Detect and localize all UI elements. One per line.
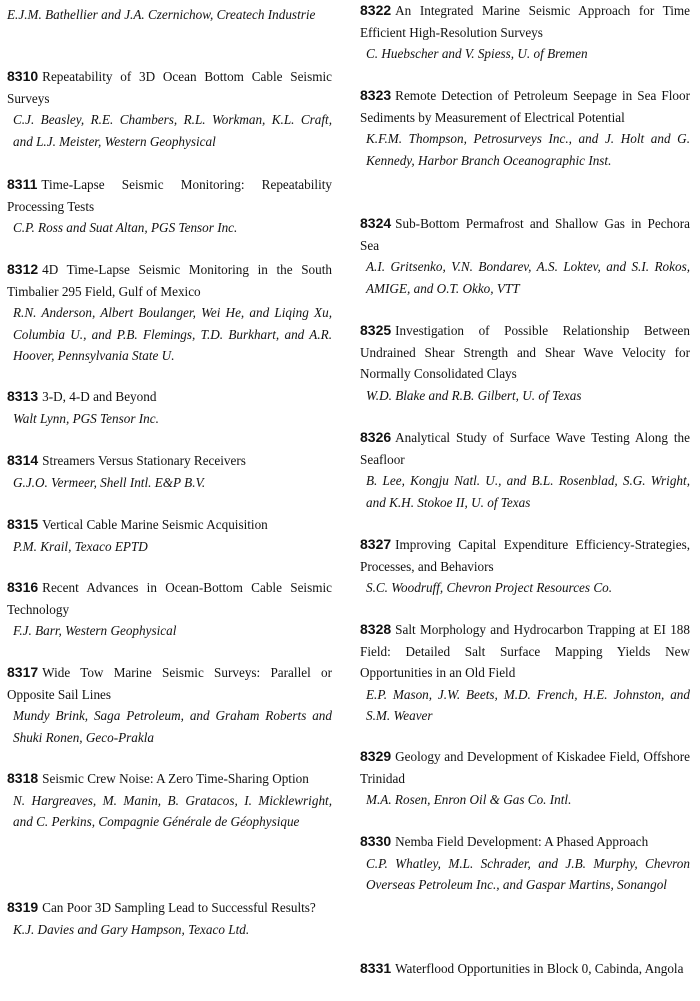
paper-title-line xyxy=(360,619,690,684)
paper-authors: A.I. Gritsenko, V.N. Bondarev, A.S. Loktev, and S.I. Rokos, AMIGE, and O.T. Okko, VTT xyxy=(366,259,690,296)
paper-authors: N. Hargreaves, M. Manin, B. Gratacos, I. Micklewright, and C. Perkins, Compagnie Générale de Géophysique xyxy=(13,792,332,829)
paper-number: 8317 xyxy=(7,664,39,680)
paper-entry xyxy=(360,85,690,171)
paper-title: Streamers Versus Stationary Receivers xyxy=(42,453,246,468)
paper-number: 8318 xyxy=(7,770,39,786)
paper-title-line xyxy=(360,958,690,980)
paper-title-line xyxy=(360,320,690,385)
paper-title: 4D Time-Lapse Seismic Monitoring in the South Timbalier 295 Field, Gulf of Mexico xyxy=(7,262,332,299)
paper-number: 8327 xyxy=(360,536,392,552)
paper-authors: C.P. Ross and Suat Altan, PGS Tensor Inc. xyxy=(13,220,238,235)
paper-authors: E.J.M. Bathellier and J.A. Czernichow, Createch Industrie xyxy=(7,7,316,22)
paper-title-line xyxy=(360,831,690,853)
paper-title: Waterflood Opportunities in Block 0, Cabinda, Angola xyxy=(395,961,684,976)
paper-authors: B. Lee, Kongju Natl. U., and B.L. Rosenblad, S.G. Wright, and K.H. Stokoe II, U. of Texas xyxy=(366,473,690,510)
paper-entry xyxy=(7,386,332,429)
paper-title: An Integrated Marine Seismic Approach for Time Efficient High-Resolution Surveys xyxy=(360,3,690,40)
paper-title: Seismic Crew Noise: A Zero Time-Sharing Option xyxy=(42,771,309,786)
paper-authors: E.P. Mason, J.W. Beets, M.D. French, H.E. Johnston, and S.M. Weaver xyxy=(366,686,690,723)
paper-number: 8314 xyxy=(7,452,39,468)
paper-entry xyxy=(7,66,332,152)
paper-title-line xyxy=(360,85,690,128)
paper-title: Recent Advances in Ocean-Bottom Cable Seismic Technology xyxy=(7,580,332,617)
paper-title: Salt Morphology and Hydrocarbon Trapping at EI 188 Field: Detailed Salt Surface Mapping Yields New Opportunities in an Old Field xyxy=(360,622,690,680)
paper-title: Nemba Field Development: A Phased Approach xyxy=(395,834,649,849)
paper-entry xyxy=(360,427,690,513)
paper-authors: C. Huebscher and V. Spiess, U. of Bremen xyxy=(366,46,588,61)
paper-number: 8316 xyxy=(7,579,39,595)
paper-title-line xyxy=(360,427,690,470)
paper-title: Repeatability of 3D Ocean Bottom Cable Seismic Surveys xyxy=(7,69,332,106)
paper-entry xyxy=(360,534,690,599)
paper-title-line xyxy=(7,514,332,536)
paper-title-line xyxy=(7,259,332,302)
paper-entry xyxy=(7,577,332,642)
paper-title: Time-Lapse Seismic Monitoring: Repeatability Processing Tests xyxy=(7,177,332,214)
paper-title: Vertical Cable Marine Seismic Acquisition xyxy=(42,517,268,532)
paper-authors: W.D. Blake and R.B. Gilbert, U. of Texas xyxy=(366,387,582,403)
paper-number: 8322 xyxy=(360,2,392,18)
paper-entry xyxy=(360,320,690,406)
paper-entry xyxy=(360,213,690,299)
paper-title-line xyxy=(360,534,690,577)
paper-title-line xyxy=(360,0,690,43)
paper-number: 8310 xyxy=(7,68,39,84)
paper-authors: S.C. Woodruff, Chevron Project Resources Co. xyxy=(366,580,613,595)
paper-entry xyxy=(360,0,690,65)
paper-authors: Mundy Brink, Saga Petroleum, and Graham Roberts and Shuki Ronen, Geco-Prakla xyxy=(13,708,332,745)
paper-entry xyxy=(7,768,332,833)
paper-authors: P.M. Krail, Texaco EPTD xyxy=(13,538,148,554)
paper-title-line xyxy=(7,450,332,472)
paper-entry xyxy=(360,746,690,811)
paper-title-line xyxy=(7,66,332,109)
paper-number: 8319 xyxy=(7,899,39,915)
paper-authors: K.J. Davies and Gary Hampson, Texaco Ltd. xyxy=(13,921,250,937)
paper-number: 8325 xyxy=(360,322,392,338)
paper-entry xyxy=(7,897,332,940)
paper-title: Sub-Bottom Permafrost and Shallow Gas in Pechora Sea xyxy=(360,216,690,253)
paper-number: 8312 xyxy=(7,261,39,277)
paper-title-line xyxy=(7,897,332,919)
paper-authors: G.J.O. Vermeer, Shell Intl. E&P B.V. xyxy=(13,474,206,490)
paper-title-line xyxy=(360,746,690,789)
paper-number: 8330 xyxy=(360,833,392,849)
paper-title-line xyxy=(7,386,332,408)
paper-title: Remote Detection of Petroleum Seepage in Sea Floor Sediments by Measurement of Electrical Potential xyxy=(360,88,690,125)
paper-title: 3-D, 4-D and Beyond xyxy=(42,389,157,404)
paper-entry xyxy=(7,4,332,26)
paper-number: 8326 xyxy=(360,429,392,445)
paper-entry xyxy=(360,831,690,896)
paper-number: 8313 xyxy=(7,388,39,404)
paper-authors: R.N. Anderson, Albert Boulanger, Wei He, and Liqing Xu, Columbia U., and P.B. Flemings, T.D. Burkhart, and A.R. Hoover, Pennsylvania State U. xyxy=(13,305,332,363)
paper-title-line xyxy=(7,174,332,217)
paper-title-line xyxy=(7,662,332,705)
paper-authors: Walt Lynn, PGS Tensor Inc. xyxy=(13,410,159,426)
paper-number: 8315 xyxy=(7,516,39,532)
paper-entry xyxy=(7,450,332,493)
paper-authors: C.P. Whatley, M.L. Schrader, and J.B. Murphy, Chevron Overseas Petroleum Inc., and Gaspar Martins, Sonangol xyxy=(366,855,690,892)
paper-title-line xyxy=(7,577,332,620)
paper-title: Improving Capital Expenditure Efficiency-Strategies, Processes, and Behaviors xyxy=(360,537,690,574)
paper-title: Investigation of Possible Relationship Between Undrained Shear Strength and Shear Wave Velocity for Normally Consolidated Clays xyxy=(360,323,690,381)
paper-title: Can Poor 3D Sampling Lead to Successful Results? xyxy=(42,900,316,915)
paper-entry xyxy=(360,958,690,980)
paper-number: 8329 xyxy=(360,748,392,764)
paper-number: 8328 xyxy=(360,621,392,637)
paper-number: 8311 xyxy=(7,176,38,192)
paper-entry xyxy=(7,259,332,367)
paper-number: 8331 xyxy=(360,960,392,976)
paper-authors: K.F.M. Thompson, Petrosurveys Inc., and J. Holt and G. Kennedy, Harbor Branch Oceanographic Inst. xyxy=(366,131,690,168)
paper-title-line xyxy=(7,768,332,790)
paper-entry xyxy=(7,662,332,748)
paper-entry xyxy=(7,174,332,239)
paper-entry xyxy=(360,619,690,727)
paper-title: Wide Tow Marine Seismic Surveys: Parallel or Opposite Sail Lines xyxy=(7,665,332,702)
paper-title-line xyxy=(360,213,690,256)
paper-authors: M.A. Rosen, Enron Oil & Gas Co. Intl. xyxy=(366,792,572,807)
paper-authors: F.J. Barr, Western Geophysical xyxy=(13,623,177,638)
paper-title: Analytical Study of Surface Wave Testing Along the Seafloor xyxy=(360,430,690,467)
paper-number: 8324 xyxy=(360,215,392,231)
paper-authors: C.J. Beasley, R.E. Chambers, R.L. Workman, K.L. Craft, and L.J. Meister, Western Geophysical xyxy=(13,112,332,149)
paper-title: Geology and Development of Kiskadee Field, Offshore Trinidad xyxy=(360,749,690,786)
paper-entry xyxy=(7,514,332,557)
paper-number: 8323 xyxy=(360,87,392,103)
